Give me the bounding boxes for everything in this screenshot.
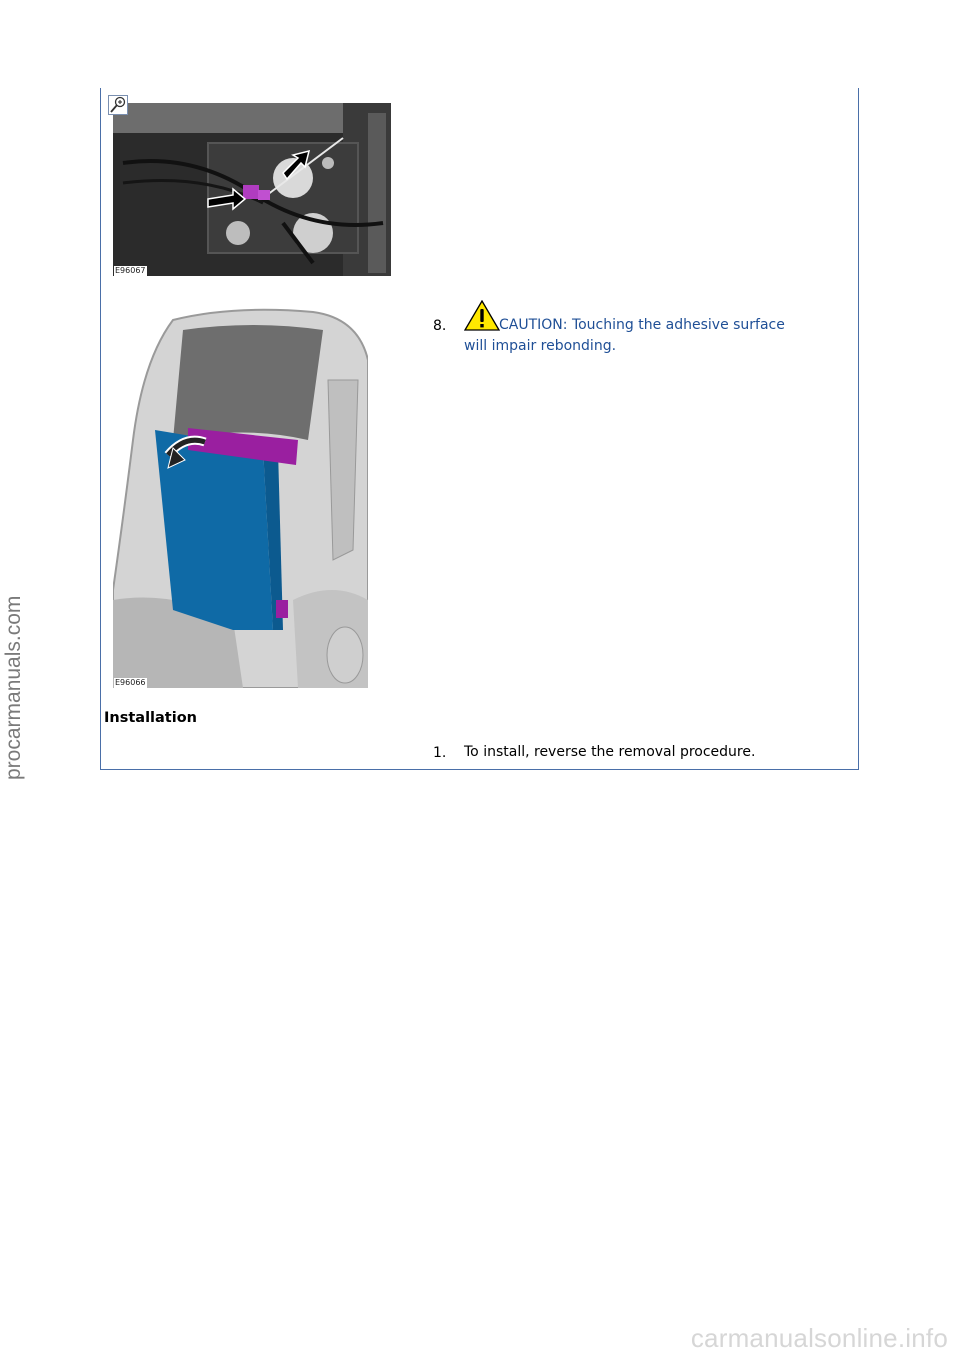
- figure-code-label: E96067: [115, 266, 146, 275]
- caution-text-line2: will impair rebonding.: [464, 338, 617, 354]
- figure-seat-back-image: [113, 300, 368, 688]
- zoom-icon[interactable]: [108, 95, 128, 115]
- caution-text-line1: CAUTION: Touching the adhesive surface: [499, 317, 785, 333]
- figure-code-label: E96066: [115, 678, 146, 687]
- step-number: 1.: [433, 745, 447, 761]
- step-text: To install, reverse the removal procedure.: [464, 744, 756, 760]
- step-number: 8.: [433, 318, 447, 334]
- figure-wiring-image: [113, 103, 391, 276]
- footer-watermark: carmanualsonline.info: [690, 1323, 948, 1353]
- side-watermark: procarmanuals.com: [2, 595, 25, 780]
- warning-icon: [464, 300, 500, 331]
- section-heading-installation: Installation: [104, 710, 197, 726]
